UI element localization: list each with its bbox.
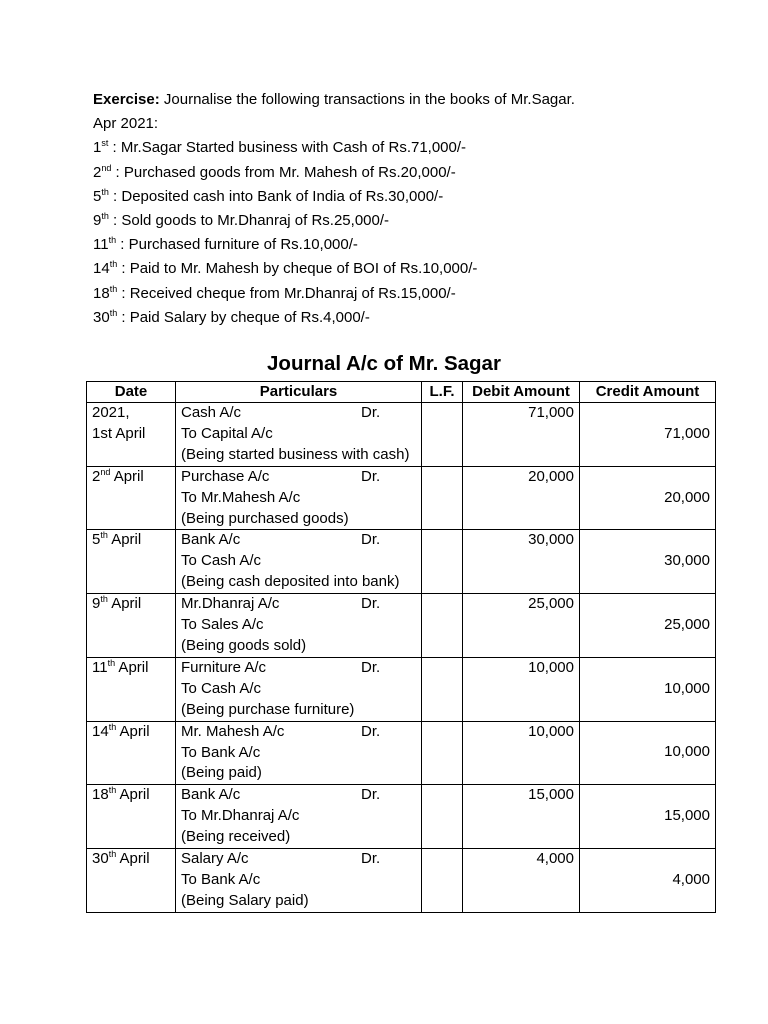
transaction-day: 1 [93, 139, 102, 157]
dr-marker: Dr. [361, 786, 381, 804]
entry-day: 11 [92, 658, 108, 676]
credit-account: To Cash A/c [181, 679, 262, 697]
narration: (Being cash deposited into bank) [181, 573, 400, 591]
dr-marker: Dr. [361, 658, 381, 676]
credit-amount: 30,000 [664, 552, 710, 570]
entry-credit-cell [580, 785, 716, 849]
transaction-text: : Received cheque from Mr.Dhanraj of Rs.15,000/- [117, 284, 456, 302]
entry-day: 2 [92, 467, 101, 485]
exercise-instruction: Journalise the following transactions in the books of Mr.Sagar. [159, 91, 575, 108]
debit-amount: 25,000 [528, 595, 574, 613]
entry-lf [422, 530, 463, 594]
entry-debit-cell [463, 403, 580, 467]
credit-spacer [585, 403, 710, 424]
entry-date-cell [87, 466, 176, 530]
narration: (Being goods sold) [181, 636, 307, 654]
credit-account: To Capital A/c [181, 424, 273, 442]
transaction-item [93, 136, 713, 160]
debit-account-line [181, 785, 416, 806]
narration: (Being received) [181, 828, 291, 846]
entry-day-suffix: th [107, 657, 116, 668]
entry-month: April [107, 595, 142, 613]
credit-account: To Bank A/c [181, 743, 261, 761]
narration: (Being purchased goods) [181, 509, 349, 527]
credit-amount: 15,000 [664, 807, 710, 825]
credit-spacer [585, 530, 710, 551]
entry-debit-cell [463, 849, 580, 913]
entry-month: April [116, 850, 150, 868]
header-particulars: Particulars [176, 382, 422, 403]
entry-day: 14 [92, 722, 109, 740]
entry-day: 30 [92, 850, 109, 868]
narration: (Being Salary paid) [181, 891, 309, 909]
debit-amount: 30,000 [528, 531, 574, 549]
credit-spacer [585, 785, 710, 806]
debit-amount: 71,000 [528, 404, 574, 421]
credit-account: To Bank A/c [181, 870, 261, 888]
debit-account-line [181, 467, 416, 488]
entry-date [92, 658, 170, 679]
entry-date [92, 594, 170, 615]
entry-date-day: 1st April [92, 424, 146, 442]
journal-row [87, 403, 716, 467]
credit-spacer [585, 722, 710, 743]
debit-account-line [181, 403, 416, 424]
entry-date [92, 722, 170, 743]
entry-date-cell [87, 721, 176, 785]
transaction-text: : Mr.Sagar Started business with Cash of Rs.71,000/- [108, 139, 467, 157]
entry-month: April [110, 467, 144, 485]
journal-row [87, 785, 716, 849]
narration: (Being purchase furniture) [181, 700, 355, 718]
transaction-item [93, 185, 713, 209]
debit-amount: 10,000 [528, 658, 574, 676]
entry-date-year: 2021, [92, 404, 130, 421]
entry-debit-cell [463, 594, 580, 658]
transaction-day: 30 [93, 308, 110, 326]
transaction-item [93, 282, 713, 306]
journal-row [87, 657, 716, 721]
entry-month: April [116, 786, 150, 804]
dr-marker: Dr. [361, 850, 381, 868]
debit-account: Cash A/c [181, 404, 242, 421]
entry-particulars [176, 721, 422, 785]
journal-body [87, 403, 716, 913]
transaction-day: 9 [93, 212, 102, 230]
debit-amount: 4,000 [536, 850, 574, 868]
transaction-day-suffix: th [109, 283, 118, 294]
narration: (Being paid) [181, 764, 262, 782]
entry-date [92, 785, 170, 806]
credit-amount: 4,000 [672, 870, 710, 888]
debit-account-line [181, 722, 416, 743]
transaction-day: 11 [93, 236, 109, 254]
debit-account: Salary A/c [181, 850, 249, 868]
journal-table [86, 381, 716, 913]
transaction-item [93, 306, 713, 330]
debit-account: Furniture A/c [181, 658, 267, 676]
entry-particulars [176, 403, 422, 467]
entry-day-suffix: th [108, 785, 117, 796]
credit-account: To Mr.Mahesh A/c [181, 488, 301, 506]
debit-account: Mr.Dhanraj A/c [181, 595, 280, 613]
entry-date-cell [87, 594, 176, 658]
journal-row [87, 594, 716, 658]
entry-lf [422, 721, 463, 785]
entry-credit-cell [580, 594, 716, 658]
entry-date-cell [87, 849, 176, 913]
entry-credit-cell [580, 466, 716, 530]
transaction-text: : Sold goods to Mr.Dhanraj of Rs.25,000/- [108, 212, 390, 230]
entry-date-cell [87, 785, 176, 849]
credit-amount: 20,000 [664, 488, 710, 506]
credit-amount: 10,000 [664, 743, 710, 761]
exercise-label: Exercise: [93, 91, 160, 108]
transaction-day: 18 [93, 284, 110, 302]
debit-account: Mr. Mahesh A/c [181, 722, 285, 740]
entry-debit-cell [463, 657, 580, 721]
entry-credit-cell [580, 721, 716, 785]
header-credit: Credit Amount [580, 382, 716, 403]
transaction-day-suffix: st [101, 138, 109, 149]
credit-account: To Mr.Dhanraj A/c [181, 807, 300, 825]
journal-row [87, 721, 716, 785]
entry-lf [422, 466, 463, 530]
entry-day: 18 [92, 786, 109, 804]
entry-particulars [176, 657, 422, 721]
journal-row [87, 849, 716, 913]
journal-title: Journal A/c of Mr. Sagar [267, 352, 501, 375]
header-date: Date [87, 382, 176, 403]
debit-amount: 10,000 [528, 722, 574, 740]
debit-account-line [181, 658, 416, 679]
narration: (Being started business with cash) [181, 445, 410, 463]
credit-amount: 71,000 [664, 424, 710, 442]
entry-credit-cell [580, 657, 716, 721]
entry-particulars [176, 594, 422, 658]
entry-day: 5 [92, 531, 101, 549]
debit-account-line [181, 594, 416, 615]
dr-marker: Dr. [361, 595, 381, 613]
entry-debit-cell [463, 721, 580, 785]
entry-day-suffix: nd [100, 466, 111, 477]
entry-particulars [176, 466, 422, 530]
credit-spacer [585, 658, 710, 679]
entry-month: April [116, 722, 150, 740]
transaction-day: 2 [93, 163, 102, 181]
header-lf: L.F. [422, 382, 463, 403]
entry-credit-cell [580, 403, 716, 467]
journal-row [87, 466, 716, 530]
header-debit: Debit Amount [463, 382, 580, 403]
transaction-item [93, 257, 713, 281]
credit-amount: 25,000 [664, 616, 710, 634]
entry-month: April [107, 531, 142, 549]
journal-row [87, 530, 716, 594]
dr-marker: Dr. [361, 467, 381, 485]
entry-day-suffix: th [100, 594, 108, 605]
transaction-text: : Deposited cash into Bank of India of Rs.30,000/- [108, 187, 444, 205]
debit-account-line [181, 849, 416, 870]
transaction-item [93, 161, 713, 185]
entry-debit-cell [463, 466, 580, 530]
debit-amount: 15,000 [528, 786, 574, 804]
entry-date-cell [87, 657, 176, 721]
transaction-text: : Purchased goods from Mr. Mahesh of Rs.20,000/- [111, 163, 456, 181]
entry-date-cell [87, 403, 176, 467]
entry-lf [422, 403, 463, 467]
credit-amount: 10,000 [664, 679, 710, 697]
transaction-text: : Paid to Mr. Mahesh by cheque of BOI of Rs.10,000/- [117, 260, 478, 278]
entry-debit-cell [463, 530, 580, 594]
dr-marker: Dr. [361, 531, 381, 549]
exercise-heading [93, 88, 713, 112]
transaction-list [93, 136, 713, 330]
entry-particulars [176, 530, 422, 594]
transaction-text: : Paid Salary by cheque of Rs.4,000/- [117, 308, 370, 326]
entry-lf [422, 594, 463, 658]
debit-account: Bank A/c [181, 531, 241, 549]
entry-date-cell [87, 530, 176, 594]
transaction-day-suffix: th [101, 186, 109, 197]
credit-spacer [585, 467, 710, 488]
entry-day-suffix: th [108, 721, 117, 732]
debit-account-line [181, 530, 416, 551]
transaction-item [93, 209, 713, 233]
entry-date [92, 530, 170, 551]
entry-particulars [176, 785, 422, 849]
transaction-day-suffix: nd [101, 162, 112, 173]
debit-amount: 20,000 [528, 467, 574, 485]
exercise-block [93, 88, 713, 330]
entry-date [92, 467, 170, 488]
entry-lf [422, 849, 463, 913]
entry-day-suffix: th [100, 530, 108, 541]
journal-header-row [87, 382, 716, 403]
entry-lf [422, 657, 463, 721]
credit-spacer [585, 849, 710, 870]
credit-spacer [585, 594, 710, 615]
transaction-day-suffix: th [101, 211, 109, 222]
entry-credit-cell [580, 849, 716, 913]
transaction-item [93, 233, 713, 257]
entry-lf [422, 785, 463, 849]
entry-particulars [176, 849, 422, 913]
entry-month: April [115, 658, 149, 676]
credit-account: To Cash A/c [181, 552, 262, 570]
transaction-day: 14 [93, 260, 110, 278]
credit-account: To Sales A/c [181, 616, 264, 634]
dr-marker: Dr. [361, 722, 381, 740]
debit-account: Purchase A/c [181, 467, 270, 485]
dr-marker: Dr. [361, 404, 381, 421]
transaction-day-suffix: th [109, 307, 118, 318]
transaction-text: : Purchased furniture of Rs.10,000/- [116, 236, 358, 254]
transaction-day: 5 [93, 187, 102, 205]
entry-debit-cell [463, 785, 580, 849]
entry-credit-cell [580, 530, 716, 594]
entry-date [92, 849, 170, 870]
exercise-month: Apr 2021: [93, 115, 159, 133]
transaction-day-suffix: th [109, 259, 118, 270]
entry-day-suffix: th [108, 849, 117, 860]
transaction-day-suffix: th [108, 235, 117, 246]
debit-account: Bank A/c [181, 786, 241, 804]
entry-day: 9 [92, 595, 101, 613]
